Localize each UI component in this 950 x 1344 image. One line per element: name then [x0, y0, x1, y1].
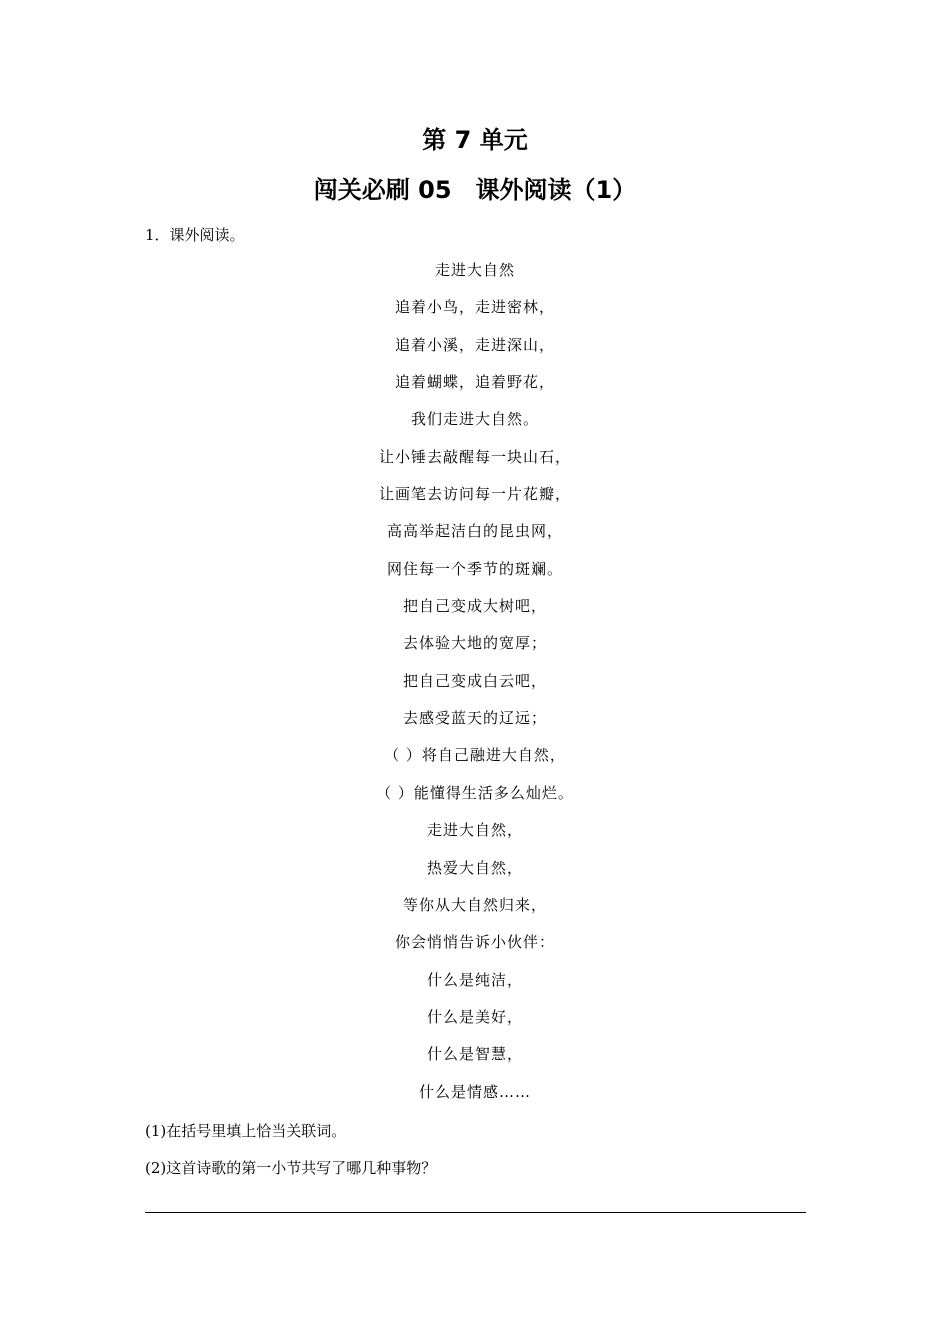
poem [0, 258, 950, 1117]
poem-title: 走进大自然 [434, 261, 515, 279]
poem-line: 什么是纯洁， [426, 970, 523, 989]
poem-line: 什么是智慧， [426, 1045, 523, 1064]
sub-question-2: (2)这首诗歌的第一小节共写了哪几种事物？ [145, 1159, 437, 1177]
unit-title: 第 7 单元 [422, 126, 528, 154]
poem-line-blank: （ ）能懂得生活多么灿烂。 [376, 783, 574, 802]
poem-line: 走进大自然， [426, 821, 523, 840]
poem-line: 把自己变成大树吧， [402, 597, 547, 616]
answer-line[interactable] [145, 1212, 806, 1213]
poem-line: 把自己变成白云吧， [402, 671, 547, 690]
poem-line: 去感受蓝天的辽远； [402, 709, 547, 728]
poem-line: 让画笔去访问每一片花瓣， [378, 485, 571, 504]
poem-line: 追着蝴蝶，追着野花， [394, 373, 555, 392]
poem-line: 热爱大自然， [426, 858, 523, 877]
poem-line: 高高举起洁白的昆虫网， [386, 522, 563, 541]
poem-line: 追着小鸟，走进密林， [394, 298, 555, 317]
question-label: 1．课外阅读。 [145, 226, 245, 244]
poem-line: 追着小溪，走进深山， [394, 335, 555, 354]
poem-line: 什么是美好， [426, 1007, 523, 1026]
poem-line-blank: （ ）将自己融进大自然， [384, 746, 566, 765]
poem-line: 等你从大自然归来， [402, 895, 547, 914]
poem-line: 什么是情感…… [418, 1082, 531, 1101]
poem-line: 网住每一个季节的斑斓。 [386, 559, 563, 578]
poem-line: 让小锤去敲醒每一块山石， [378, 447, 571, 466]
poem-line: 去体验大地的宽厚； [402, 634, 547, 653]
poem-line: 你会悄悄告诉小伙伴： [394, 933, 555, 952]
poem-line: 我们走进大自然。 [410, 410, 539, 429]
sub-question-1: (1)在括号里填上恰当关联词。 [145, 1122, 347, 1140]
lesson-title: 闯关必刷 05 课外阅读（1） [313, 176, 637, 204]
